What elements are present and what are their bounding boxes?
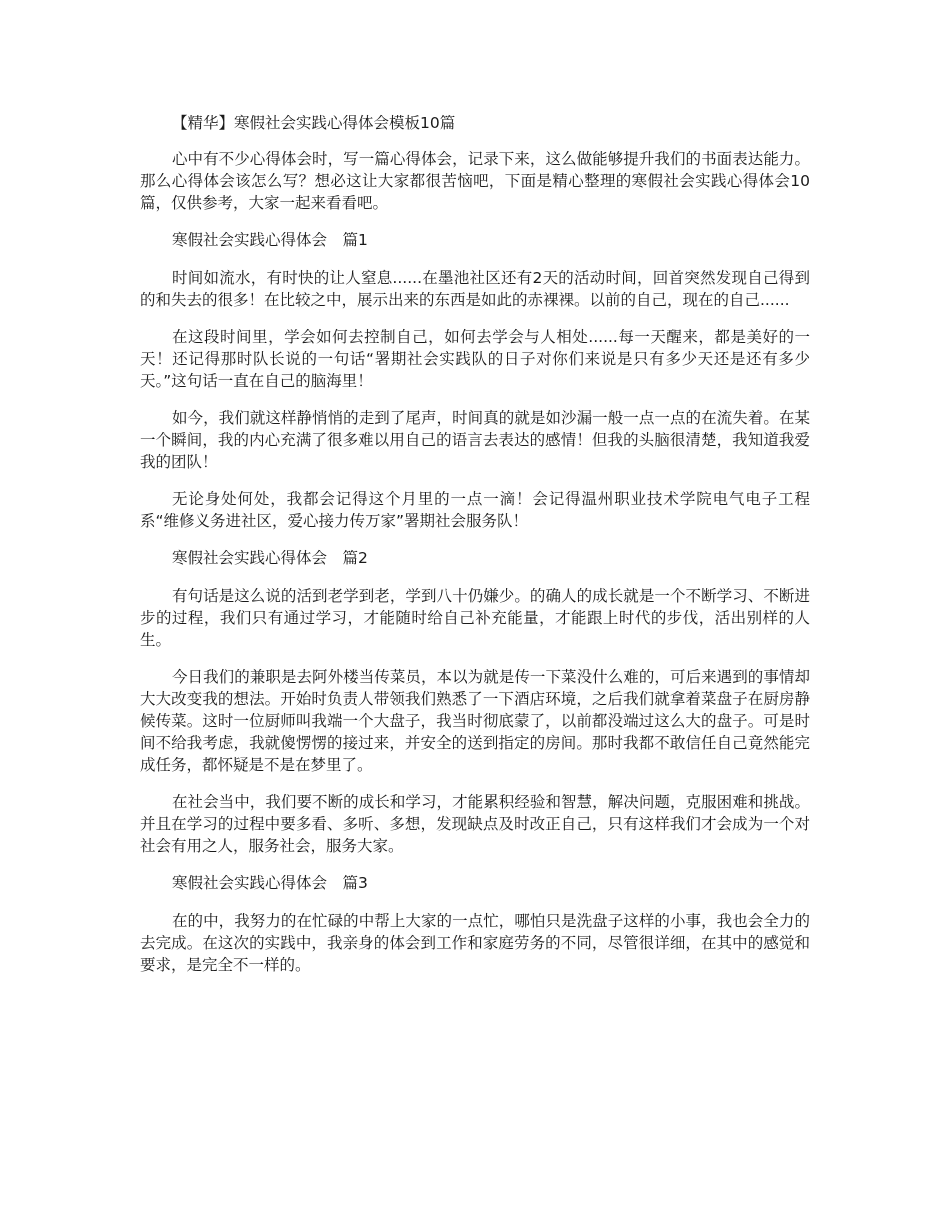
- section-1-paragraph-3: 如今，我们就这样静悄悄的走到了尾声，时间真的就是如沙漏一般一点一点的在流失着。在某一个瞬间，我的内心充满了很多难以用自己的语言去表达的感情！但我的头脑很清楚，我知道我爱我的团队！: [140, 409, 810, 471]
- section-3-paragraph-1: 在的中，我努力的在忙碌的中帮上大家的一点忙，哪怕只是洗盘子这样的小事，我也会全力的去完成。在这次的实践中，我亲身的体会到工作和家庭劳务的不同，尽管很详细，在其中的感觉和要求，是完全不一样的。: [140, 912, 810, 974]
- section-2-paragraph-3: 在社会当中，我们要不断的成长和学习，才能累积经验和智慧，解决问题，克服困难和挑战。并且在学习的过程中要多看、多听、多想，发现缺点及时改正自己，只有这样我们才会成为一个对社会有用之人，服务社会，服务大家。: [140, 793, 810, 855]
- section-heading-2: 寒假社会实践心得体会 篇2: [172, 549, 368, 567]
- intro-paragraph: 心中有不少心得体会时，写一篇心得体会，记录下来，这么做能够提升我们的书面表达能力。那么心得体会该怎么写？想必这让大家都很苦恼吧，下面是精心整理的寒假社会实践心得体会10篇，仅供参考，大家一起来看看吧。: [140, 150, 810, 212]
- section-1-paragraph-1: 时间如流水，有时快的让人窒息......在墨池社区还有2天的活动时间，回首突然发现自己得到的和失去的很多！在比较之中，展示出来的东西是如此的赤裸裸。以前的自己，现在的自己......: [140, 269, 810, 309]
- section-2-paragraph-1: 有句话是这么说的活到老学到老，学到八十仍嫌少。的确人的成长就是一个不断学习、不断进步的过程，我们只有通过学习，才能随时给自己补充能量，才能跟上时代的步伐，活出别样的人生。: [140, 587, 810, 649]
- section-1-paragraph-4: 无论身处何处，我都会记得这个月里的一点一滴！会记得温州职业技术学院电气电子工程系“维修义务进社区，爱心接力传万家”署期社会服务队！: [140, 490, 810, 530]
- section-heading-1: 寒假社会实践心得体会 篇1: [172, 231, 368, 249]
- section-2-paragraph-2: 今日我们的兼职是去阿外楼当传菜员，本以为就是传一下菜没什么难的，可后来遇到的事情却大大改变我的想法。开始时负责人带领我们熟悉了一下酒店环境，之后我们就拿着菜盘子在厨房静候传菜。这时一位厨师叫我端一个大盘子，我当时彻底蒙了，以前都没端过这么大的盘子。可是时间不给我考虑，我就傻愣愣的接过来，并安全的送到指定的房间。那时我都不敢信任自己竟然能完成任务，都怀疑是不是在梦里了。: [140, 668, 810, 774]
- document-title: 【精华】寒假社会实践心得体会模板10篇: [172, 114, 456, 132]
- section-heading-3: 寒假社会实践心得体会 篇3: [172, 874, 368, 892]
- section-1-paragraph-2: 在这段时间里，学会如何去控制自己，如何去学会与人相处......每一天醒来，都是美好的一天！还记得那时队长说的一句话“署期社会实践队的日子对你们来说是只有多少天还是还有多少天。”这句话一直在自己的脑海里！: [140, 328, 810, 390]
- document-page: [140, 112, 810, 991]
